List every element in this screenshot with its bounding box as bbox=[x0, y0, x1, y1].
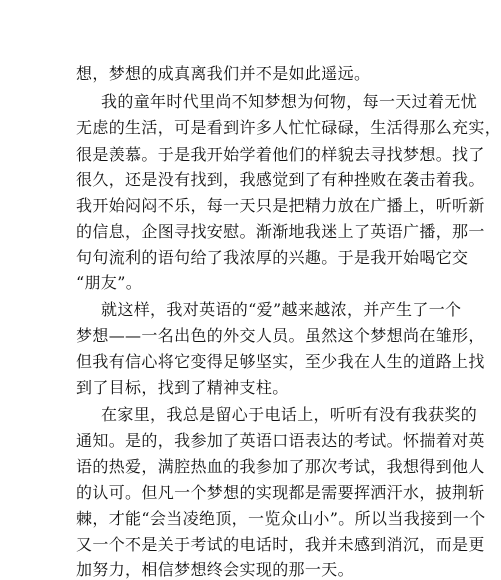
text-line: 我的童年时代里尚不知梦想为何物，每一天过着无忧 bbox=[101, 92, 478, 111]
text-line: 语的热爱，满腔热血的我参加了那次考试，我想得到他人 bbox=[76, 457, 485, 476]
text-line: 梦想——一名出色的外交人员。虽然这个梦想尚在雏形， bbox=[76, 326, 485, 345]
text-line: 棘，才能“会当凌绝顶，一览众山小”。所以当我接到一个 bbox=[76, 509, 486, 528]
text-line: 通知。是的，我参加了英语口语表达的考试。怀揣着对英 bbox=[76, 431, 485, 450]
text-line: 就这样，我对英语的“爱”越来越浓，并产生了一个 bbox=[101, 300, 462, 319]
text-line: 又一个不是关于考试的电话时，我并未感到消沉，而是更 bbox=[76, 535, 485, 554]
text-line: 的信息，企图寻找安慰。渐渐地我迷上了英语广播，那一 bbox=[76, 222, 485, 241]
text-line: 在家里，我总是留心于电话上，听听有没有我获奖的 bbox=[101, 405, 478, 424]
text-line: 无虑的生活，可是看到许多人忙忙碌碌，生活得那么充实， bbox=[76, 118, 501, 137]
text-line: “朋友”。 bbox=[76, 273, 143, 292]
text-line: 想，梦想的成真离我们并不是如此遥远。 bbox=[76, 64, 371, 83]
text-line: 加努力，相信梦想终会实现的那一天。 bbox=[76, 560, 354, 579]
text-line: 很是羡慕。于是我开始学着他们的样貌去寻找梦想。找了 bbox=[76, 145, 485, 164]
text-line: 的认可。但凡一个梦想的实现都是需要挥洒汗水，披荆斩 bbox=[76, 483, 485, 502]
text-line: 我开始闷闷不乐，每一天只是把精力放在广播上，听听新 bbox=[76, 196, 485, 215]
text-line: 很久，还是没有找到，我感觉到了有种挫败在袭击着我。 bbox=[76, 170, 485, 189]
text-line: 句句流利的语句给了我浓厚的兴趣。于是我开始喝它交 bbox=[76, 248, 469, 267]
text-line: 到了目标，找到了精神支柱。 bbox=[76, 378, 289, 397]
text-line: 但我有信心将它变得足够坚实，至少我在人生的道路上找 bbox=[76, 352, 485, 371]
